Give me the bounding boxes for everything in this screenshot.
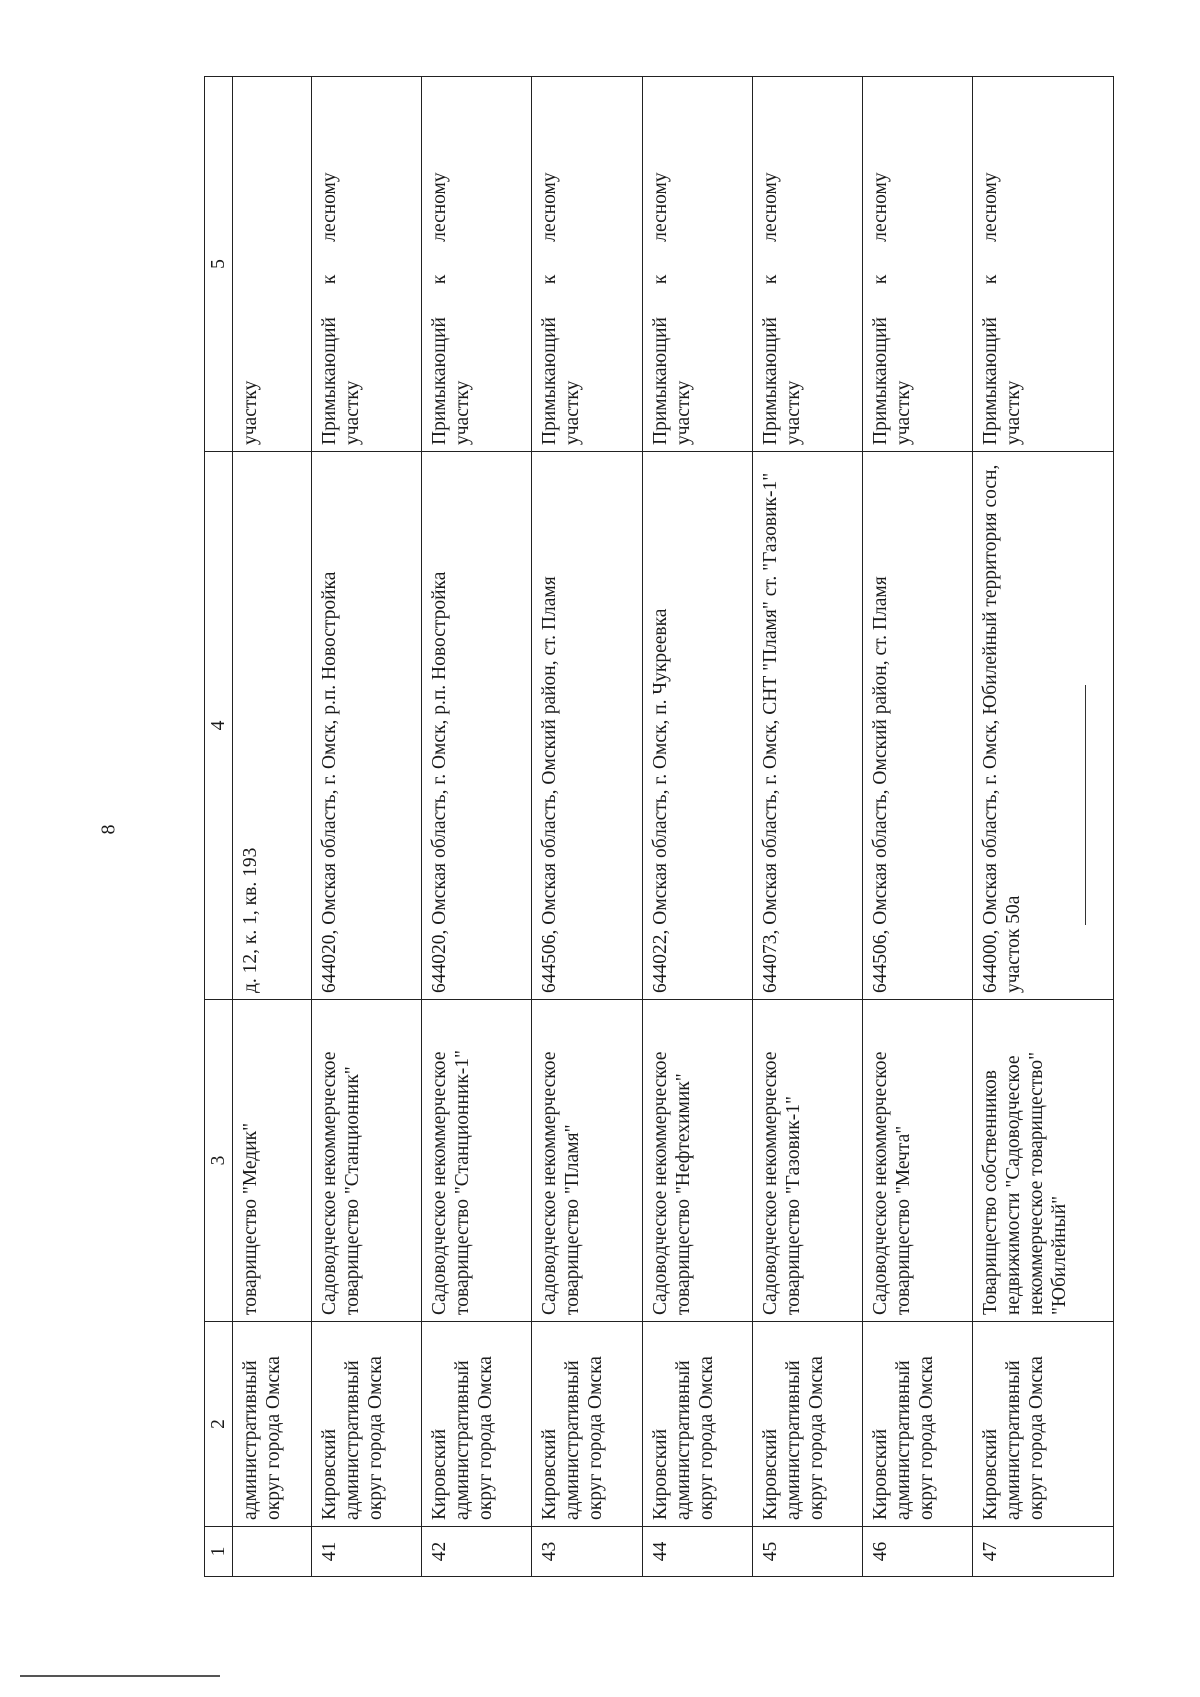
organization-cell: Садоводческое некоммерческое товарищество "Станционник-1" bbox=[422, 1000, 532, 1322]
district-cell: Кировский административный округ города Омска bbox=[532, 1322, 642, 1527]
note-cell bbox=[532, 77, 642, 452]
row-number: 47 bbox=[972, 1527, 1113, 1577]
note-line-2: участку bbox=[892, 380, 914, 445]
address-cell: 644506, Омская область, Омский район, ст. Пламя bbox=[862, 452, 972, 1000]
table-row bbox=[752, 77, 862, 1577]
note-line-2: участку bbox=[1002, 380, 1024, 445]
note-cell bbox=[642, 77, 752, 452]
page-number: 8 bbox=[97, 824, 120, 835]
note-line-1: Примыкающий к лесному bbox=[869, 172, 891, 445]
header-cell-4: 4 bbox=[205, 452, 233, 1000]
note-cell bbox=[422, 77, 532, 452]
district-cell: Кировский административный округ города Омска bbox=[862, 1322, 972, 1527]
note-cell bbox=[862, 77, 972, 452]
header-cell-3: 3 bbox=[205, 1000, 233, 1322]
note-line-2: участку bbox=[452, 380, 474, 445]
row-number: 43 bbox=[532, 1527, 642, 1577]
row-number: 45 bbox=[752, 1527, 862, 1577]
district-cell: Кировский административный округ города Омска bbox=[752, 1322, 862, 1527]
table-row bbox=[972, 77, 1113, 1577]
header-cell-5: 5 bbox=[205, 77, 233, 452]
header-cell-1: 1 bbox=[205, 1527, 233, 1577]
address-cell: 644020, Омская область, г. Омск, р.п. Новостройка bbox=[422, 452, 532, 1000]
district-cell: Кировский административный округ города Омска bbox=[972, 1322, 1113, 1527]
note-line-2: участку bbox=[342, 380, 364, 445]
note-line-1: Примыкающий к лесному bbox=[759, 172, 781, 445]
table-row bbox=[422, 77, 532, 1577]
district-cell: Кировский административный округ города Омска bbox=[642, 1322, 752, 1527]
row-number: 46 bbox=[862, 1527, 972, 1577]
organization-cell: Садоводческое некоммерческое товарищество "Нефтехимик" bbox=[642, 1000, 752, 1322]
address-cell: 644073, Омская область, г. Омск, СНТ "Пламя" ст. "Газовик-1" bbox=[752, 452, 862, 1000]
table-row bbox=[312, 77, 422, 1577]
note-line-1: Примыкающий к лесному bbox=[319, 172, 341, 445]
note-cell bbox=[752, 77, 862, 452]
note-line-1: Примыкающий к лесному bbox=[429, 172, 451, 445]
organization-cell: Садоводческое некоммерческое товарищество "Пламя" bbox=[532, 1000, 642, 1322]
address-cell: 644022, Омская область, г. Омск, п. Чукреевка bbox=[642, 452, 752, 1000]
table-row bbox=[233, 77, 312, 1577]
row-number: 41 bbox=[312, 1527, 422, 1577]
address-cell: д. 12, к. 1, кв. 193 bbox=[233, 452, 312, 1000]
district-cell: административный округ города Омска bbox=[233, 1322, 312, 1527]
note-cell bbox=[233, 77, 312, 452]
organization-cell: Садоводческое некоммерческое товарищество "Мечта" bbox=[862, 1000, 972, 1322]
footnote-separator-line bbox=[1085, 685, 1086, 925]
header-cell-2: 2 bbox=[205, 1322, 233, 1527]
organization-cell: Садоводческое некоммерческое товарищество "Газовик-1" bbox=[752, 1000, 862, 1322]
organization-cell: товарищество "Медик" bbox=[233, 1000, 312, 1322]
note-line-2: участку bbox=[240, 380, 261, 445]
note-cell bbox=[972, 77, 1113, 452]
table-row bbox=[862, 77, 972, 1577]
address-cell: 644020, Омская область, г. Омск, р.п. Новостройка bbox=[312, 452, 422, 1000]
note-line-1: Примыкающий к лесному bbox=[649, 172, 671, 445]
note-line-1: Примыкающий к лесному bbox=[979, 172, 1001, 445]
note-line-2: участку bbox=[562, 380, 584, 445]
rotated-table-frame bbox=[204, 77, 1114, 1577]
scan-edge-mark bbox=[20, 1675, 220, 1677]
district-cell: Кировский административный округ города Омска bbox=[312, 1322, 422, 1527]
note-cell bbox=[312, 77, 422, 452]
row-number: 42 bbox=[422, 1527, 532, 1577]
address-cell: 644506, Омская область, Омский район, ст. Пламя bbox=[532, 452, 642, 1000]
address-cell: 644000, Омская область, г. Омск, Юбилейный территория сосн, участок 50а bbox=[972, 452, 1113, 1000]
note-line-1: Примыкающий к лесному bbox=[539, 172, 561, 445]
note-line-2: участку bbox=[782, 380, 804, 445]
table-row bbox=[532, 77, 642, 1577]
note-line-2: участку bbox=[672, 380, 694, 445]
table-container bbox=[204, 77, 1114, 1577]
row-number: 44 bbox=[642, 1527, 752, 1577]
data-table bbox=[204, 76, 1114, 1577]
district-cell: Кировский административный округ города Омска bbox=[422, 1322, 532, 1527]
organization-cell: Садоводческое некоммерческое товарищество "Станционник" bbox=[312, 1000, 422, 1322]
organization-cell: Товарищество собственников недвижимости "Садоводческое некоммерческое товарищество" "Юбилейный" bbox=[972, 1000, 1113, 1322]
table-header-row bbox=[205, 77, 233, 1577]
table-row bbox=[642, 77, 752, 1577]
row-number bbox=[233, 1527, 312, 1577]
